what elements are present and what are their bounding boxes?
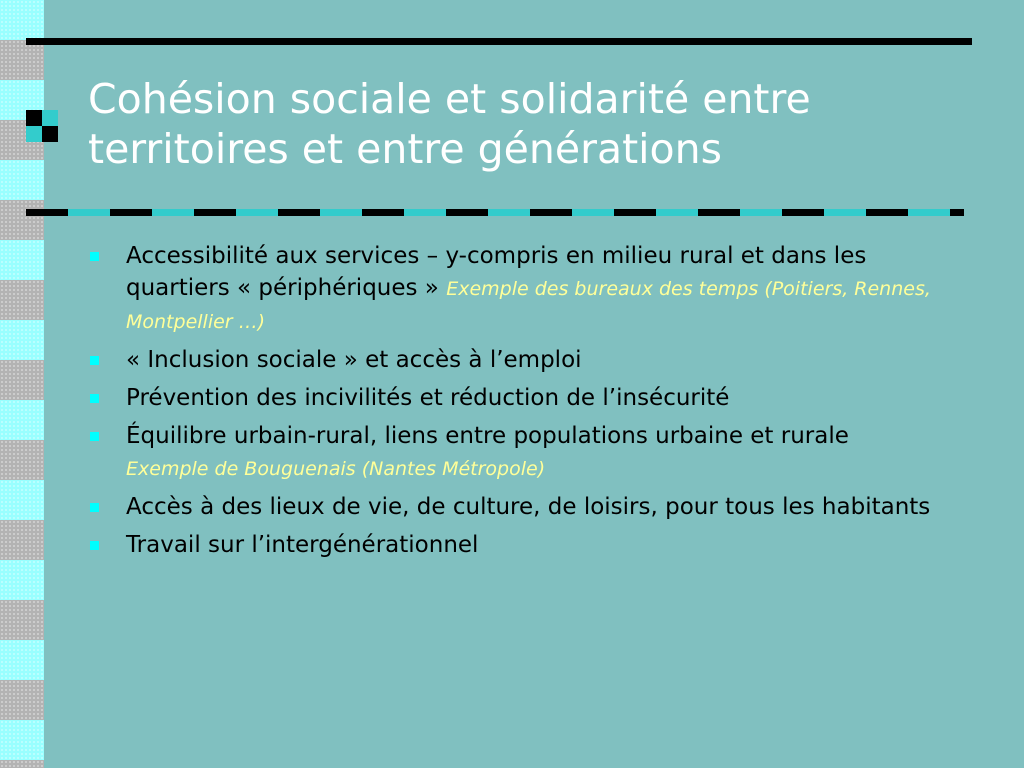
bullet-text: Accès à des lieux de vie, de culture, de loisirs, pour tous les habitants	[126, 494, 931, 520]
bullet-item	[88, 529, 938, 561]
bullet-text: Prévention des incivilités et réduction de l’insécurité	[126, 385, 730, 411]
bullet-item	[88, 240, 938, 338]
bullet-example: Exemple des bureaux des temps (Poitiers, Rennes, Montpellier …)	[126, 278, 931, 333]
bullet-text: Accessibilité aux services – y-compris en milieu rural et dans les quartiers « périphériques »	[126, 243, 867, 301]
slide-title-line2: territoires et entre générations	[88, 125, 722, 173]
bullet-square-icon	[90, 503, 99, 512]
bullet-text: Équilibre urbain-rural, liens entre populations urbaine et rurale	[126, 423, 849, 449]
dashed-rule	[26, 209, 964, 216]
bullet-item	[88, 344, 938, 376]
bullet-square-icon	[90, 394, 99, 403]
bullet-text: « Inclusion sociale » et accès à l’emploi	[126, 347, 582, 373]
bullet-item	[88, 420, 938, 485]
slide-title	[88, 74, 988, 174]
bullet-square-icon	[90, 541, 99, 550]
title-square-icon	[26, 110, 58, 142]
bullet-square-icon	[90, 432, 99, 441]
slide-title-line1: Cohésion sociale et solidarité entre	[88, 75, 811, 123]
bullet-text: Travail sur l’intergénérationnel	[126, 532, 479, 558]
bullet-item	[88, 382, 938, 414]
bullet-item	[88, 491, 938, 523]
bullet-square-icon	[90, 356, 99, 365]
bullet-list	[88, 240, 938, 567]
top-rule	[26, 38, 972, 45]
bullet-square-icon	[90, 252, 99, 261]
bullet-example: Exemple de Bouguenais (Nantes Métropole)	[126, 458, 546, 480]
